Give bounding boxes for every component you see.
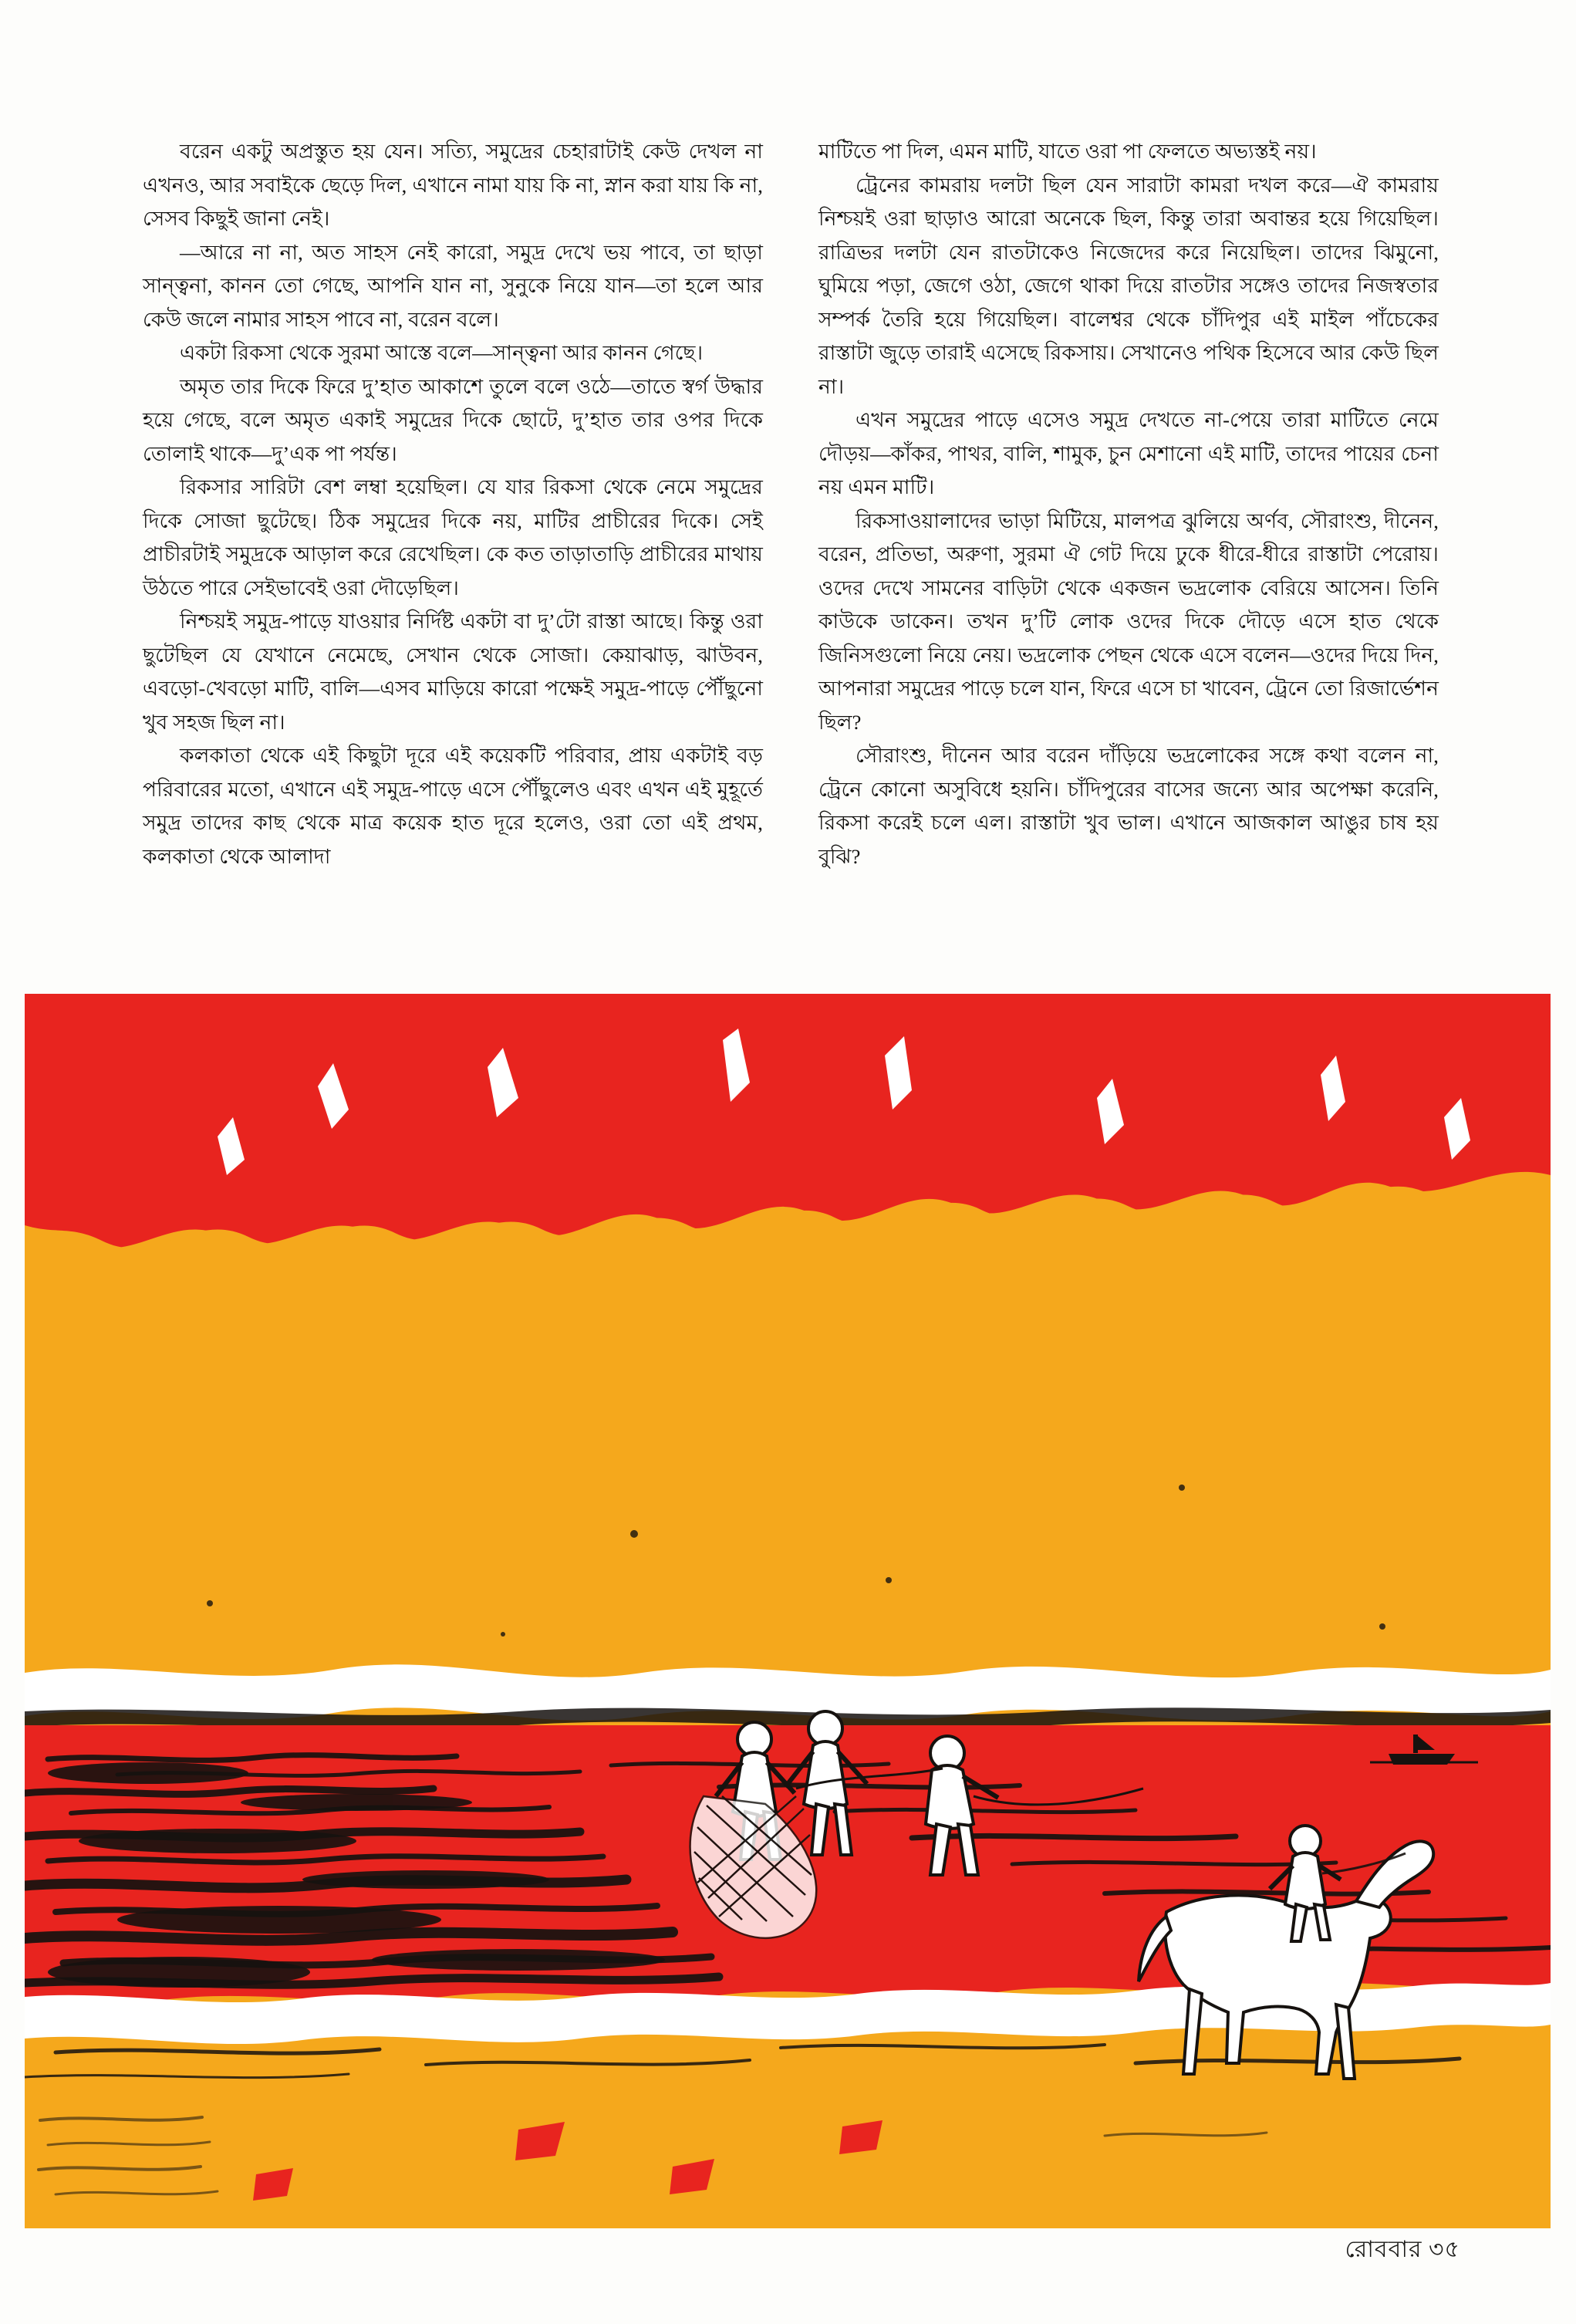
paragraph: রিকসার সারিটা বেশ লম্বা হয়েছিল। যে যার রিকসা থেকে নেমে সমুদ্রের দিকে সোজা ছুটেছে। ঠিক সমুদ্রের দিকে নয়, মাটির প্রাচীরের দিকে। সেই প্রাচীরটাই সমুদ্রকে আড়াল করে রেখেছিল। কে কত তাড়াতাড়ি প্রাচীরের মাথায় উঠতে পারে সেইভাবেই ওরা দৌড়েছিল। xyxy=(143,475,763,600)
paragraph: ট্রেনের কামরায় দলটা ছিল যেন সারাটা কামরা দখল করে—ঐ কামরায় নিশ্চয়ই ওরা ছাড়াও আরো অনেকে ছিল, কিন্তু তারা অবান্তর হয়ে গিয়েছিল। রাত্রিভর দলটা যেন রাতটাকেও নিজেদের করে নিয়েছিল। তাদের ঝিমুনো, ঘুমিয়ে পড়া, জেগে ওঠা, জেগে থাকা দিয়ে রাতটার সঙ্গেও তাদের নিজস্বতার সম্পর্ক তৈরি হয়ে গিয়েছিল। বালেশ্বর থেকে চাঁদিপুর এই মাইল পাঁচেকের রাস্তাটা জুড়ে তারাই এসেছে রিকসায়। সেখানেও পথিক হিসেবে আর কেউ ছিল না। xyxy=(818,173,1439,398)
paragraph: এখন সমুদ্রের পাড়ে এসেও সমুদ্র দেখতে না-পেয়ে তারা মাটিতে নেমে দৌড়য়—কাঁকর, পাথর, বালি, শামুক, চুন মেশানো এই মাটি, তাদের পায়ের চেনা নয় এমন মাটি। xyxy=(818,408,1439,498)
paragraph: —আরে না না, অত সাহস নেই কারো, সমুদ্র দেখে ভয় পাবে, তা ছাড়া সান্ত্বনা, কানন তো গেছে, আপনি যান না, সুনুকে নিয়ে যান—তা হলে আর কেউ জলে নামার সাহস পাবে না, বরেন বলে। xyxy=(143,240,763,331)
beach-scene-illustration xyxy=(25,994,1551,2228)
paragraph: অমৃত তার দিকে ফিরে দু’হাত আকাশে তুলে বলে ওঠে—তাতে স্বর্গ উদ্ধার হয়ে গেছে, বলে অমৃত একাই সমুদ্রের দিকে ছোটে, দু’হাত তার ওপর দিকে তোলাই থাকে—দু’এক পা পর্যন্ত। xyxy=(143,374,763,465)
paragraph: নিশ্চয়ই সমুদ্র-পাড়ে যাওয়ার নির্দিষ্ট একটা বা দু’টো রাস্তা আছে। কিন্তু ওরা ছুটেছিল যে যেখানে নেমেছে, সেখান থেকে সোজা। কেয়াঝাড়, ঝাউবন, এবড়ো-খেবড়ো মাটি, বালি—এসব মাড়িয়ে কারো পক্ষেই সমুদ্র-পাড়ে পৌঁছুনো খুব সহজ ছিল না। xyxy=(143,610,763,734)
paragraph: রিকসাওয়ালাদের ভাড়া মিটিয়ে, মালপত্র ঝুলিয়ে অর্ণব, সৌরাংশু, দীনেন, বরেন, প্রতিভা, অরুণা, সুরমা ঐ গেট দিয়ে ঢুকে ধীরে-ধীরে রাস্তাটা পেরোয়। ওদের দেখে সামনের বাড়িটা থেকে একজন ভদ্রলোক বেরিয়ে আসেন। তিনি কাউকে ডাকেন। তখন দু’টি লোক ওদের দিকে দৌড়ে এসে হাত থেকে জিনিসগুলো নিয়ে নেয়। ভদ্রলোক পেছন থেকে এসে বলেন—ওদের দিয়ে দিন, আপনারা সমুদ্রের পাড়ে চলে যান, ফিরে এসে চা খাবেন, ট্রেনে তো রিজার্ভেশন ছিল? xyxy=(818,508,1439,734)
paragraph: মাটিতে পা দিল, এমন মাটি, যাতে ওরা পা ফেলতে অভ্যস্তই নয়। xyxy=(818,140,1317,163)
paragraph: কলকাতা থেকে এই কিছুটা দূরে এই কয়েকটি পরিবার, প্রায় একটাই বড় পরিবারের মতো, এখানে এই সমুদ্র-পাড়ে এসে পৌঁছুলেও এবং এখন এই মুহূর্তে সমুদ্র তাদের কাছ থেকে মাত্র কয়েক হাত দূরে হলেও, ওরা তো এই প্রথম, কলকাতা থেকে আলাদা xyxy=(143,744,763,868)
paragraph: বরেন একটু অপ্রস্তুত হয় যেন। সত্যি, সমুদ্রের চেহারাটাই কেউ দেখল না এখনও, আর সবাইকে ছেড়ে দিল, এখানে নামা যায় কি না, স্নান করা যায় কি না, সেসব কিছুই জানা নেই। xyxy=(143,140,763,230)
illustration-svg xyxy=(25,994,1551,2228)
paragraph: একটা রিকসা থেকে সুরমা আস্তে বলে—সান্ত্বনা আর কানন গেছে। xyxy=(180,341,704,364)
paragraph: সৌরাংশু, দীনেন আর বরেন দাঁড়িয়ে ভদ্রলোকের সঙ্গে কথা বলেন না, ট্রেনে কোনো অসুবিধে হয়নি। চাঁদিপুরের বাসের জন্যে আর অপেক্ষা করেনি, রিকসা করেই চলে এল। রাস্তাটা খুব ভাল। এখানে আজকাল আঙুর চাষ হয় বুঝি? xyxy=(818,744,1439,868)
text-column-left xyxy=(143,135,763,873)
article-body xyxy=(143,135,1439,873)
page-footer: রোববার ৩৫ xyxy=(1345,2237,1460,2262)
text-column-right xyxy=(818,135,1439,873)
